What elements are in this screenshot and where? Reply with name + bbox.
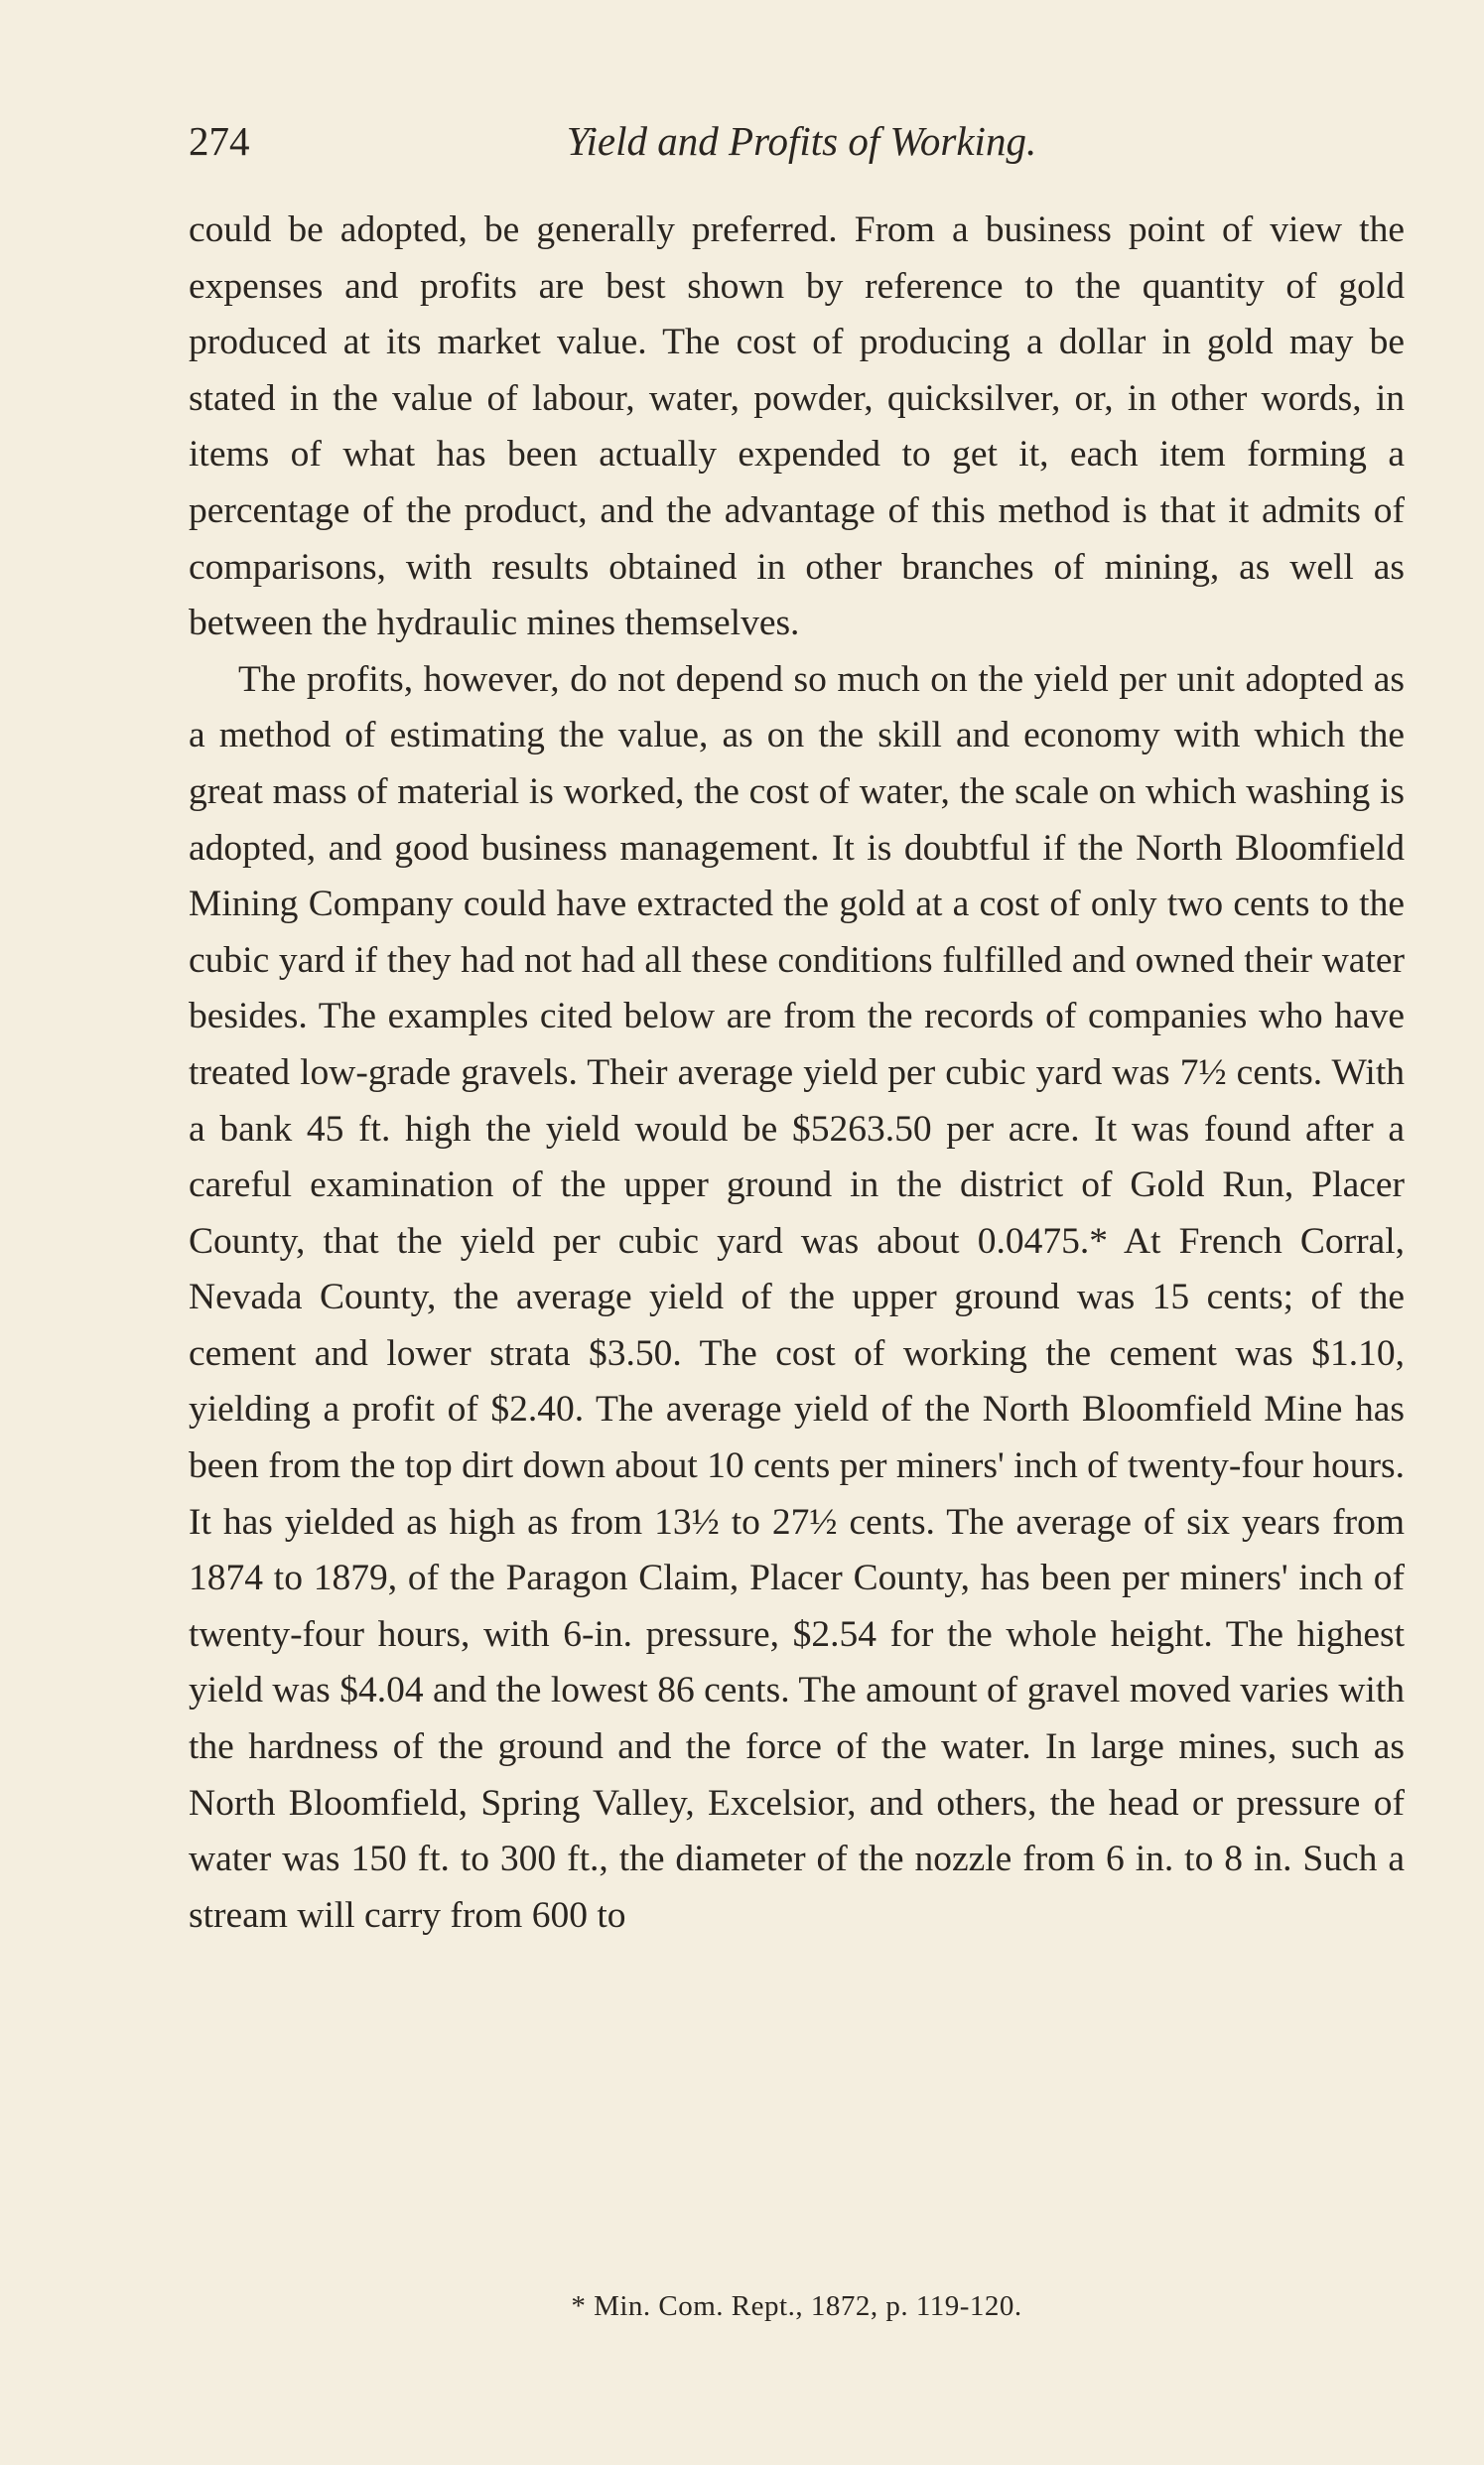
- page-header: [189, 117, 1395, 177]
- paragraph-profits: The profits, however, do not depend so much on the yield per unit adopted as a method of estimating the value, as on the skill and economy with which the great mass of material is worked, the cost of water, the scale on which washing is adopted, and good business management. It is doubtful if the North Bloomfield Mining Company could have extracted the gold at a cost of only two cents to the cubic yard if they had not had all these conditions fulfilled and owned their water besides. The examples cited below are from the records of companies who have treated low-grade gravels. Their average yield per cubic yard was 7½ cents. With a bank 45 ft. high the yield would be $5263.50 per acre. It was found after a careful examination of the upper ground in the district of Gold Run, Placer County, that the yield per cubic yard was about 0.0475.* At French Corral, Nevada County, the average yield of the upper ground was 15 cents; of the cement and lower strata $3.50. The cost of working the cement was $1.10, yielding a profit of $2.40. The average yield of the North Bloomfield Mine has been from the top dirt down about 10 cents per miners' inch of twenty-four hours. It has yielded as high as from 13½ to 27½ cents. The average of six years from 1874 to 1879, of the Paragon Claim, Placer County, has been per miners' inch of twenty-four hours, with 6-in. pressure, $2.54 for the whole height. The highest yield was $4.04 and the lowest 86 cents. The amount of gravel moved varies with the hardness of the ground and the force of the water. In large mines, such as North Bloomfield, Spring Valley, Excelsior, and others, the head or pressure of water was 150 ft. to 300 ft., the diameter of the nozzle from 6 in. to 8 in. Such a stream will carry from 600 to: [189, 658, 1405, 1936]
- page-number: 274: [189, 118, 250, 164]
- paragraph-continued: could be adopted, be generally preferred. From a business point of view the expenses and profits are best shown by reference to the quantity of gold produced at its market value. The cost of producing a dollar in gold may be stated in the value of labour, water, powder, quicksilver, or, in other words, in items of what has been actually expended to get it, each item forming a percentage of the product, and the advantage of this method is that it admits of comparisons, with results obtained in other branches of mining, as well as between the hydraulic mines themselves.: [189, 209, 1405, 644]
- footnote: * Min. Com. Rept., 1872, p. 119-120.: [571, 2290, 1022, 2322]
- running-title: Yield and Profits of Working.: [566, 118, 1037, 164]
- body-text: [189, 203, 1405, 1944]
